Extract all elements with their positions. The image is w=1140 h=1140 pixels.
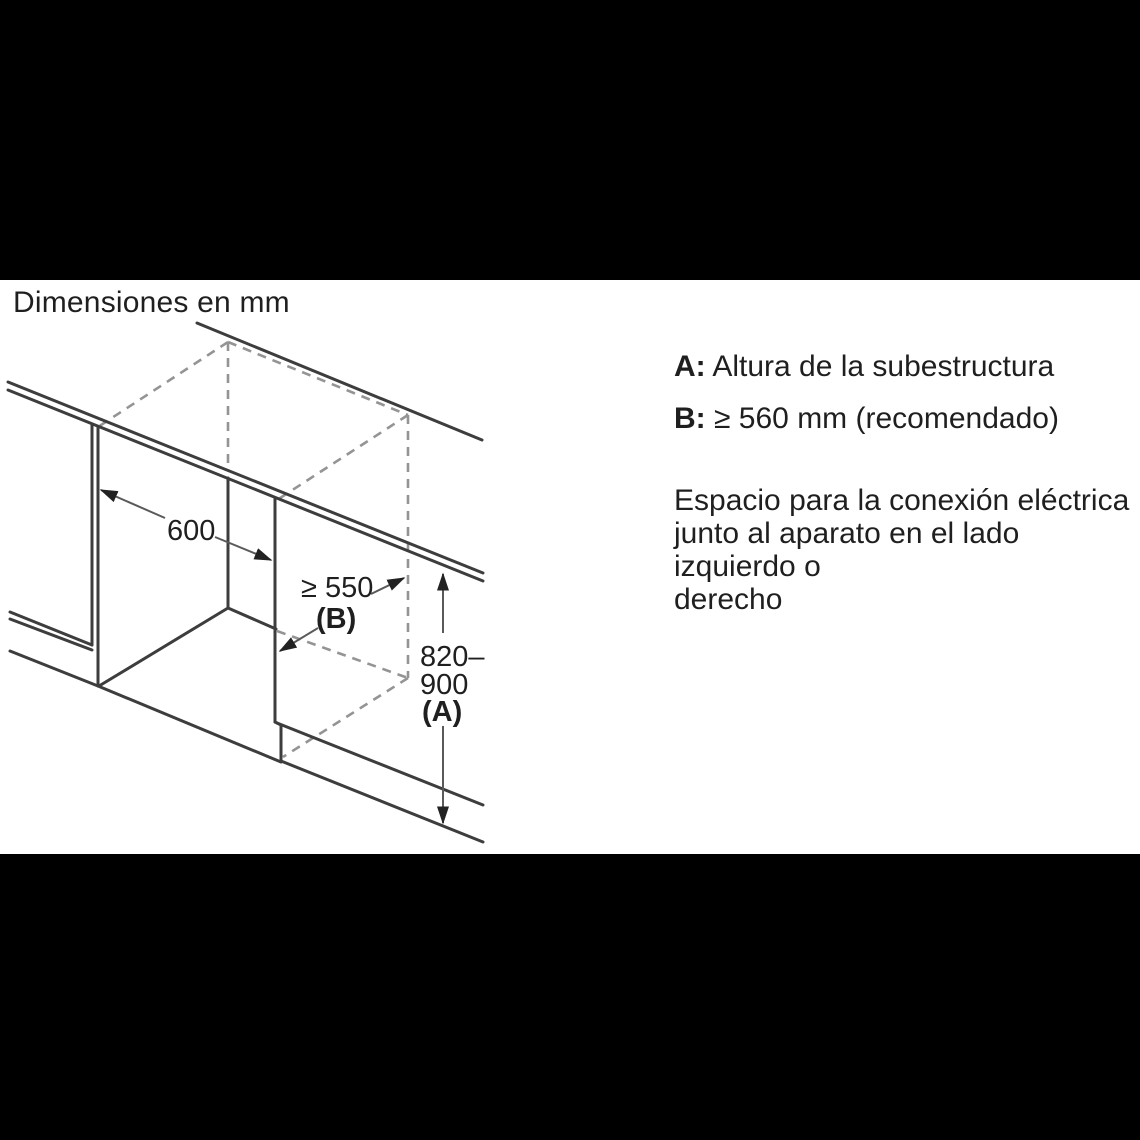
legend-note-line-1: Espacio para la conexión eléctrica bbox=[674, 484, 1130, 517]
letterbox-top bbox=[0, 0, 1140, 280]
dim-b-line-upper bbox=[371, 578, 404, 594]
left-cabinet-door-bottom-a bbox=[10, 612, 92, 645]
legend-a-text: Altura de la subestructura bbox=[712, 350, 1055, 383]
niche-bottom-back-edge bbox=[277, 631, 408, 678]
legend-note-line-3: derecho bbox=[674, 583, 783, 616]
left-cabinet-plinth-line bbox=[10, 651, 98, 686]
legend-a-key: A: bbox=[674, 350, 706, 383]
dim-600-line-right bbox=[215, 537, 271, 560]
dim-b-key: (B) bbox=[316, 603, 357, 635]
dim-a-value-line2: 900 bbox=[420, 669, 469, 701]
dim-a-key: (A) bbox=[422, 696, 463, 728]
niche-floor-left-edge bbox=[99, 608, 228, 686]
content-area bbox=[0, 280, 1140, 854]
niche-bottom-right-edge bbox=[283, 678, 408, 757]
legend-row-b bbox=[674, 402, 1059, 436]
floor-front-edge bbox=[98, 686, 281, 762]
legend-b-key: B: bbox=[674, 402, 706, 435]
page-title: Dimensiones en mm bbox=[13, 286, 290, 319]
dimension-600 bbox=[101, 490, 271, 560]
niche-top-right-edge bbox=[277, 415, 408, 500]
dim-a-value-line1: 820– bbox=[420, 641, 485, 673]
worktop-front-edge-bottom bbox=[8, 390, 483, 581]
niche-top-left-edge bbox=[98, 342, 228, 427]
worktop bbox=[8, 323, 483, 581]
installation-diagram bbox=[0, 280, 660, 854]
left-cabinet-door-bottom-b bbox=[10, 619, 92, 650]
dim-b-value: ≥ 550 bbox=[301, 572, 374, 604]
left-cabinet bbox=[10, 424, 98, 686]
dim-600-line-left bbox=[101, 490, 165, 518]
dimension-820-900-a bbox=[420, 574, 485, 823]
letterbox-bottom bbox=[0, 854, 1140, 1140]
dim-b-line-lower bbox=[280, 628, 318, 651]
legend-b-text: ≥ 560 mm (recomendado) bbox=[714, 402, 1059, 435]
floor-line-right bbox=[281, 761, 483, 842]
niche-dashed-outline bbox=[98, 342, 408, 757]
dimension-550-b bbox=[280, 572, 404, 651]
right-cabinet-plinth-top bbox=[277, 723, 483, 805]
legend-note bbox=[674, 484, 1134, 616]
worktop-back-edge bbox=[197, 323, 482, 440]
legend-row-a bbox=[674, 350, 1054, 384]
niche-floor-right-edge bbox=[228, 608, 276, 629]
dim-600-label: 600 bbox=[167, 515, 216, 547]
niche-top-back-edge bbox=[228, 342, 408, 415]
legend-note-line-2: junto al aparato en el lado izquierdo o bbox=[674, 517, 1020, 583]
